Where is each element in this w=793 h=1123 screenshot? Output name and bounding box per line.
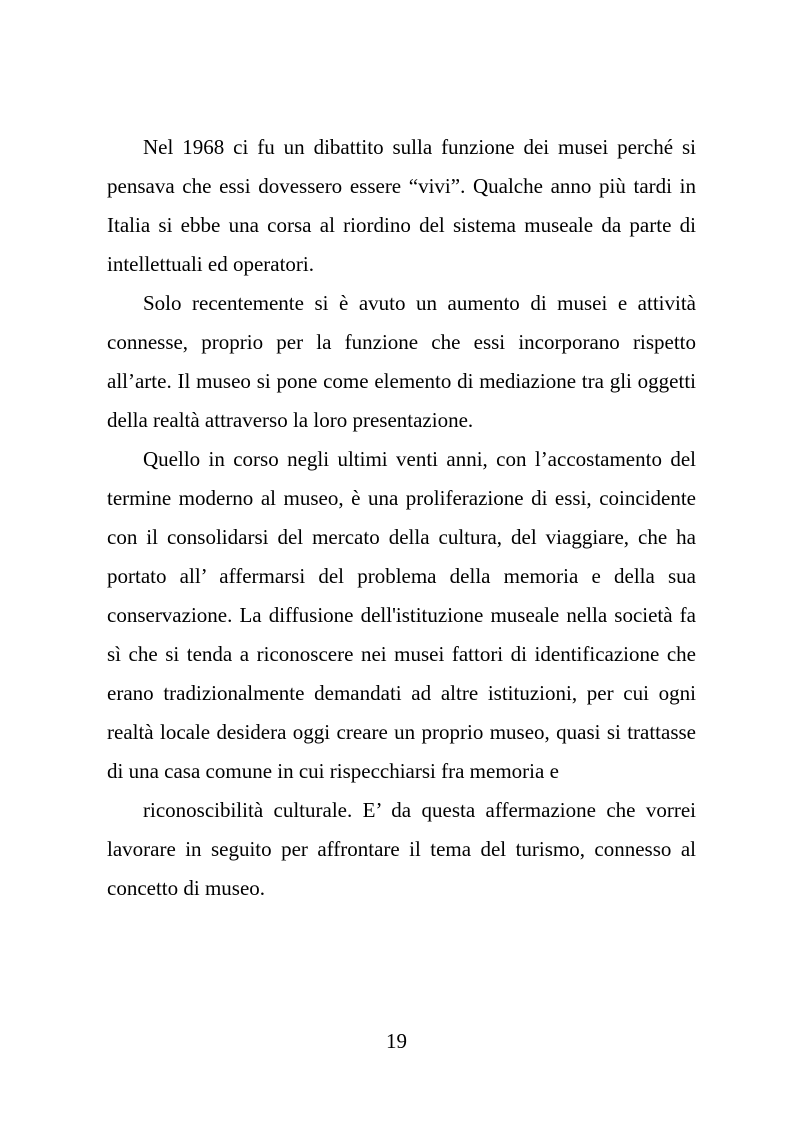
body-text xyxy=(107,128,696,908)
page-number: 19 xyxy=(386,1029,407,1053)
paragraph-2: Solo recentemente si è avuto un aumento di musei e attività connesse, proprio per la funzione che essi incorporano rispetto all’arte. Il museo si pone come elemento di mediazione tra gli oggetti della realtà attraverso la loro presentazione. xyxy=(107,291,696,432)
paragraph-1: Nel 1968 ci fu un dibattito sulla funzione dei musei perché si pensava che essi dovessero essere “vivi”. Qualche anno più tardi in Italia si ebbe una corsa al riordino del sistema museale da parte di intellettuali ed operatori. xyxy=(107,135,696,276)
paragraph-4: riconoscibilità culturale. E’ da questa affermazione che vorrei lavorare in seguito per affrontare il tema del turismo, connesso al concetto di museo. xyxy=(107,798,696,900)
paragraph-3: Quello in corso negli ultimi venti anni, con l’accostamento del termine moderno al museo, è una proliferazione di essi, coincidente con il consolidarsi del mercato della cultura, del viaggiare, che ha portato all’ affermarsi del problema della memoria e della sua conservazione. La diffusione dell'istituzione museale nella società fa sì che si tenda a riconoscere nei musei fattori di identificazione che erano tradizionalmente demandati ad altre istituzioni, per cui ogni realtà locale desidera oggi creare un proprio museo, quasi si trattasse di una casa comune in cui rispecchiarsi fra memoria e xyxy=(107,447,696,783)
